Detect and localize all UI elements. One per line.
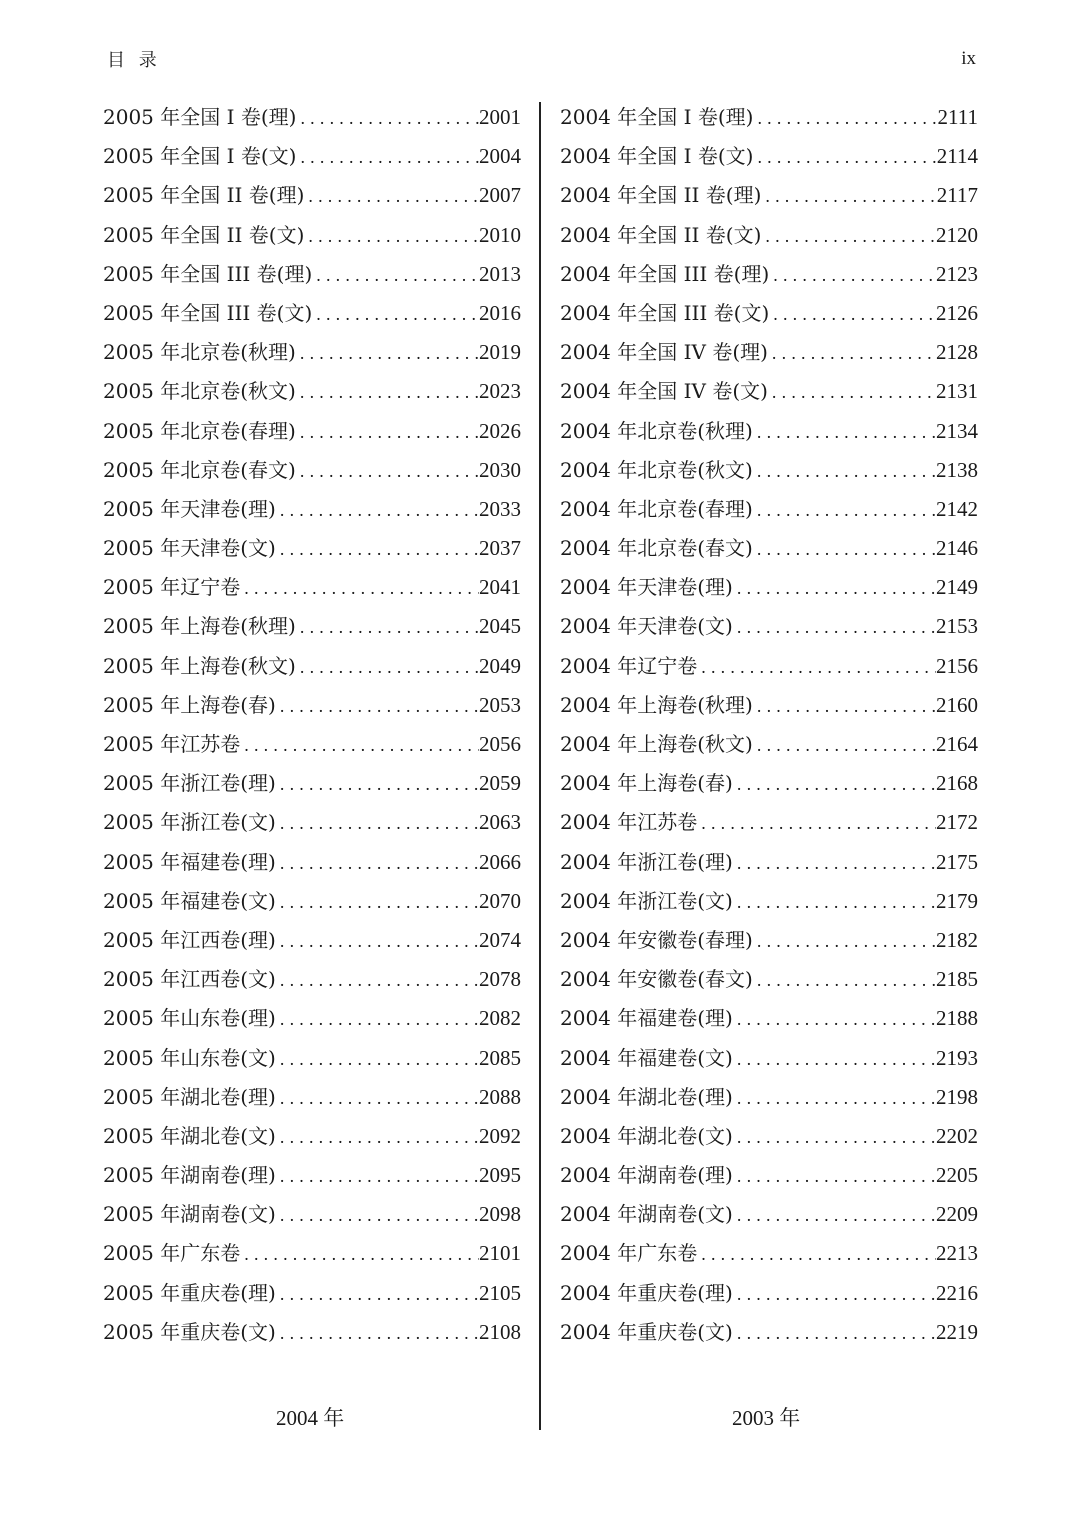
toc-entry-label: 2004 年天津卷(文)	[560, 614, 733, 639]
toc-entry-page: 2153	[936, 614, 978, 639]
toc-entry-page: 2098	[479, 1202, 521, 1227]
toc-entry-label: 2004 年上海卷(秋理)	[560, 692, 753, 717]
toc-entry[interactable]	[103, 686, 521, 725]
toc-entry-page: 2030	[479, 457, 521, 482]
dot-leader	[276, 883, 479, 922]
toc-entry-page: 2095	[479, 1163, 521, 1188]
toc-entry[interactable]	[103, 412, 521, 451]
toc-entry-page: 2105	[479, 1280, 521, 1305]
toc-entry[interactable]	[103, 607, 521, 646]
toc-entry-page: 2041	[479, 575, 521, 600]
toc-entry-page: 2074	[479, 927, 521, 952]
section-heading-left: 2004 年	[276, 1406, 345, 1430]
toc-entry-label: 2005 年全国 I 卷(理)	[103, 105, 297, 129]
dot-leader	[753, 530, 936, 569]
dot-leader	[733, 844, 936, 883]
toc-entry-page: 2019	[479, 340, 521, 365]
toc-entry[interactable]	[560, 255, 978, 294]
dot-leader	[769, 295, 936, 334]
dot-leader	[733, 1000, 936, 1039]
toc-entry-page: 2120	[936, 222, 978, 247]
dot-leader	[296, 452, 479, 491]
running-header-title: 目 录	[107, 50, 161, 71]
dot-leader	[733, 1275, 936, 1314]
toc-entry-label: 2005 年福建卷(理)	[103, 849, 276, 874]
toc-column-left	[103, 98, 521, 1352]
column-divider	[539, 102, 541, 1430]
toc-entry-page: 2185	[936, 967, 978, 992]
toc-entry-label: 2004 年全国 II 卷(理)	[560, 183, 762, 208]
toc-entry[interactable]	[103, 843, 521, 882]
toc-entry[interactable]	[560, 372, 978, 411]
toc-entry[interactable]	[103, 999, 521, 1038]
dot-leader	[768, 373, 936, 412]
toc-entry-label: 2005 年全国 III 卷(理)	[103, 261, 313, 286]
toc-entry-label: 2004 年福建卷(理)	[560, 1006, 733, 1031]
dot-leader	[768, 334, 936, 373]
toc-entry-label: 2005 年全国 I 卷(文)	[103, 144, 297, 169]
toc-entry-page: 2164	[936, 732, 978, 756]
toc-entry-label: 2005 年北京卷(秋文)	[103, 379, 296, 404]
toc-entry-label: 2004 年湖南卷(理)	[560, 1163, 733, 1188]
toc-entry[interactable]	[103, 803, 521, 842]
dot-leader	[276, 844, 479, 883]
toc-entry-page: 2213	[936, 1241, 978, 1266]
toc-entry-page: 2117	[936, 183, 978, 208]
section-heading-right: 2003 年	[732, 1406, 801, 1430]
toc-entry-label: 2005 年上海卷(秋文)	[103, 653, 296, 678]
toc-entry[interactable]	[560, 568, 978, 607]
toc-entry-page: 2078	[479, 967, 521, 992]
toc-entry-label: 2004 年天津卷(理)	[560, 575, 733, 600]
toc-entry-label: 2005 年天津卷(理)	[103, 496, 276, 521]
toc-entry-label: 2005 年湖南卷(文)	[103, 1202, 276, 1227]
toc-entry-page: 2066	[479, 849, 521, 874]
dot-leader	[296, 99, 479, 138]
toc-entry-page: 2053	[479, 692, 521, 717]
toc-entry-label: 2005 年浙江卷(理)	[103, 771, 276, 796]
toc-entry[interactable]	[103, 764, 521, 803]
toc-entry-page: 2049	[479, 653, 521, 678]
toc-entry[interactable]	[560, 607, 978, 646]
toc-entry[interactable]	[560, 490, 978, 529]
toc-entry[interactable]	[560, 294, 978, 333]
dot-leader	[733, 1079, 936, 1118]
dot-leader	[312, 295, 479, 334]
toc-entry-page: 2045	[479, 614, 521, 639]
dot-leader	[733, 765, 936, 804]
toc-entry-label: 2004 年安徽卷(春理)	[560, 927, 753, 952]
toc-entry-label: 2005 年重庆卷(理)	[103, 1280, 276, 1305]
toc-entry-page: 2070	[479, 888, 521, 913]
toc-entry-label: 2004 年重庆卷(文)	[560, 1319, 733, 1344]
toc-entry-label: 2004 年湖北卷(文)	[560, 1123, 733, 1148]
toc-entry-page: 2001	[479, 105, 521, 129]
toc-entry[interactable]	[103, 1195, 521, 1234]
dot-leader	[769, 256, 936, 295]
toc-entry-page: 2016	[479, 300, 521, 325]
dot-leader	[697, 648, 936, 687]
toc-entry[interactable]	[560, 1078, 978, 1117]
toc-entry-label: 2005 年江西卷(理)	[103, 927, 276, 952]
toc-entry-page: 2004	[479, 144, 521, 169]
toc-entry-page: 2123	[936, 261, 978, 286]
toc-entry-page: 2007	[479, 183, 521, 208]
dot-leader	[753, 961, 936, 1000]
dot-leader	[276, 1079, 479, 1118]
toc-entry-page: 2168	[936, 771, 978, 796]
dot-leader	[276, 1000, 479, 1039]
toc-entry-page: 2059	[479, 771, 521, 796]
toc-entry-label: 2005 年重庆卷(文)	[103, 1319, 276, 1344]
toc-entry-page: 2209	[936, 1202, 978, 1227]
toc-entry-page: 2056	[479, 732, 521, 756]
dot-leader	[296, 608, 479, 647]
dot-leader	[240, 569, 479, 608]
dot-leader	[312, 256, 479, 295]
toc-entry-page: 2216	[936, 1280, 978, 1305]
toc-entry[interactable]	[103, 176, 521, 215]
dot-leader	[304, 217, 479, 256]
toc-entry[interactable]	[103, 490, 521, 529]
toc-entry-page: 2013	[479, 261, 521, 286]
toc-entry[interactable]	[103, 137, 521, 176]
toc-entry[interactable]	[103, 1078, 521, 1117]
toc-entry-label: 2004 年福建卷(文)	[560, 1045, 733, 1070]
toc-entry[interactable]	[560, 1274, 978, 1313]
toc-entry[interactable]	[103, 294, 521, 333]
toc-entry-label: 2004 年全国 IV 卷(理)	[560, 340, 768, 365]
toc-entry-page: 2126	[936, 300, 978, 325]
dot-leader	[276, 1040, 479, 1079]
dot-leader	[296, 413, 479, 452]
toc-entry-page: 2202	[936, 1123, 978, 1148]
toc-entry[interactable]	[560, 98, 978, 137]
toc-entry[interactable]	[103, 568, 521, 607]
dot-leader	[296, 138, 479, 177]
dot-leader	[296, 648, 479, 687]
dot-leader	[733, 1118, 936, 1157]
toc-entry-label: 2005 年湖北卷(文)	[103, 1123, 276, 1148]
toc-entry-label: 2004 年浙江卷(文)	[560, 888, 733, 913]
dot-leader	[276, 491, 479, 530]
toc-entry-label: 2004 年全国 III 卷(理)	[560, 261, 770, 286]
toc-entry-label: 2004 年全国 I 卷(文)	[560, 144, 754, 169]
dot-leader	[697, 1235, 936, 1274]
toc-entry[interactable]	[560, 999, 978, 1038]
dot-leader	[276, 1118, 479, 1157]
toc-entry[interactable]	[560, 647, 978, 686]
toc-entry-label: 2004 年湖南卷(文)	[560, 1202, 733, 1227]
toc-entry-label: 2005 年全国 II 卷(文)	[103, 222, 305, 247]
toc-entry[interactable]	[560, 1313, 978, 1352]
toc-entry-label: 2005 年上海卷(秋理)	[103, 614, 296, 639]
toc-entry-label: 2005 年全国 III 卷(文)	[103, 300, 313, 325]
toc-entry-page: 2138	[936, 457, 978, 482]
dot-leader	[753, 922, 936, 961]
toc-entry[interactable]	[560, 803, 978, 842]
toc-entry[interactable]	[560, 1117, 978, 1156]
dot-leader	[240, 1235, 479, 1274]
toc-entry-page: 2108	[479, 1319, 521, 1344]
dot-leader	[733, 1196, 936, 1235]
dot-leader	[304, 177, 479, 216]
dot-leader	[753, 491, 936, 530]
dot-leader	[697, 804, 936, 843]
toc-entry-label: 2004 年全国 II 卷(文)	[560, 222, 762, 247]
toc-entry-page: 2182	[936, 927, 978, 952]
toc-entry-label: 2004 年全国 I 卷(理)	[560, 105, 754, 129]
dot-leader	[276, 1196, 479, 1235]
toc-entry-label: 2005 年湖北卷(理)	[103, 1084, 276, 1109]
toc-entry-label: 2004 年浙江卷(理)	[560, 849, 733, 874]
dot-leader	[733, 569, 936, 608]
toc-entry-label: 2004 年辽宁卷	[560, 653, 698, 678]
toc-entry-page: 2063	[479, 810, 521, 835]
toc-entry-label: 2004 年湖北卷(理)	[560, 1084, 733, 1109]
toc-entry[interactable]	[560, 1195, 978, 1234]
toc-entry[interactable]	[103, 960, 521, 999]
toc-entry[interactable]	[103, 451, 521, 490]
toc-entry-page: 2146	[936, 536, 978, 561]
toc-entry-page: 2134	[936, 418, 978, 443]
dot-leader	[733, 1040, 936, 1079]
toc-entry-page: 2188	[936, 1006, 978, 1031]
toc-entry[interactable]	[103, 1039, 521, 1078]
toc-entry-label: 2005 年北京卷(秋理)	[103, 340, 296, 365]
dot-leader	[753, 413, 936, 452]
dot-leader	[761, 177, 936, 216]
dot-leader	[733, 883, 936, 922]
dot-leader	[753, 726, 936, 765]
toc-entry-label: 2004 年北京卷(秋文)	[560, 457, 753, 482]
toc-entry-label: 2005 年上海卷(春)	[103, 692, 276, 717]
toc-entry-page: 2198	[936, 1084, 978, 1109]
toc-entry-page: 2088	[479, 1084, 521, 1109]
toc-entry-label: 2005 年江苏卷	[103, 732, 241, 756]
toc-entry[interactable]	[103, 98, 521, 137]
toc-entry-page: 2092	[479, 1123, 521, 1148]
toc-column-right	[560, 98, 978, 1352]
toc-entry-label: 2005 年北京卷(春理)	[103, 418, 296, 443]
toc-entry-page: 2101	[479, 1241, 521, 1266]
toc-entry[interactable]	[103, 1234, 521, 1273]
toc-entry-label: 2005 年辽宁卷	[103, 575, 241, 600]
toc-entry[interactable]	[560, 529, 978, 568]
toc-entry-label: 2005 年全国 II 卷(理)	[103, 183, 305, 208]
dot-leader	[276, 961, 479, 1000]
toc-entry-label: 2004 年上海卷(秋文)	[560, 732, 753, 756]
dot-leader	[276, 804, 479, 843]
toc-entry-page: 2160	[936, 692, 978, 717]
toc-entry-page: 2219	[936, 1319, 978, 1344]
toc-entry-page: 2205	[936, 1163, 978, 1188]
toc-entry[interactable]	[560, 686, 978, 725]
toc-entry-page: 2175	[936, 849, 978, 874]
toc-entry[interactable]	[560, 764, 978, 803]
toc-entry-label: 2005 年福建卷(文)	[103, 888, 276, 913]
toc-entry-label: 2005 年湖南卷(理)	[103, 1163, 276, 1188]
dot-leader	[276, 922, 479, 961]
toc-entry[interactable]	[103, 372, 521, 411]
dot-leader	[276, 1275, 479, 1314]
toc-entry-page: 2172	[936, 810, 978, 835]
toc-entry-label: 2004 年江苏卷	[560, 810, 698, 835]
toc-entry[interactable]	[560, 921, 978, 960]
toc-entry-label: 2004 年北京卷(春文)	[560, 536, 753, 561]
toc-entry[interactable]	[103, 255, 521, 294]
toc-entry-page: 2149	[936, 575, 978, 600]
toc-entry-page: 2156	[936, 653, 978, 678]
dot-leader	[733, 1314, 936, 1353]
toc-entry-page: 2128	[936, 340, 978, 365]
toc-entry[interactable]	[560, 1156, 978, 1195]
dot-leader	[276, 1314, 479, 1353]
dot-leader	[276, 687, 479, 726]
toc-entry-label: 2005 年天津卷(文)	[103, 536, 276, 561]
toc-entry-label: 2004 年安徽卷(春文)	[560, 967, 753, 992]
dot-leader	[733, 608, 936, 647]
toc-entry-page: 2085	[479, 1045, 521, 1070]
toc-entry[interactable]	[103, 1313, 521, 1352]
toc-entry-label: 2004 年上海卷(春)	[560, 771, 733, 796]
dot-leader	[296, 334, 479, 373]
toc-entry-label: 2005 年广东卷	[103, 1241, 241, 1266]
toc-entry-page: 2142	[936, 496, 978, 521]
toc-entry-page: 2010	[479, 222, 521, 247]
toc-entry-page: 2033	[479, 496, 521, 521]
toc-entry[interactable]	[103, 1274, 521, 1313]
toc-entry[interactable]	[103, 529, 521, 568]
toc-entry-label: 2004 年全国 III 卷(文)	[560, 300, 770, 325]
dot-leader	[753, 138, 936, 177]
toc-entry-label: 2005 年山东卷(理)	[103, 1006, 276, 1031]
toc-entry-page: 2111	[937, 105, 978, 129]
toc-entry[interactable]	[103, 1117, 521, 1156]
toc-entry[interactable]	[560, 216, 978, 255]
toc-entry-label: 2005 年北京卷(春文)	[103, 457, 296, 482]
dot-leader	[733, 1157, 936, 1196]
toc-entry[interactable]	[103, 647, 521, 686]
toc-entry-page: 2193	[936, 1045, 978, 1070]
dot-leader	[753, 99, 937, 138]
toc-entry[interactable]	[560, 176, 978, 215]
toc-entry-page: 2037	[479, 536, 521, 561]
toc-entry[interactable]	[560, 333, 978, 372]
toc-entry[interactable]	[560, 1234, 978, 1273]
dot-leader	[240, 726, 479, 765]
toc-entry[interactable]	[560, 451, 978, 490]
toc-entry-page: 2179	[936, 888, 978, 913]
toc-entry[interactable]	[103, 333, 521, 372]
dot-leader	[753, 452, 936, 491]
toc-entry[interactable]	[103, 882, 521, 921]
toc-entry-label: 2004 年重庆卷(理)	[560, 1280, 733, 1305]
toc-entry[interactable]	[560, 1039, 978, 1078]
toc-entry-label: 2005 年山东卷(文)	[103, 1045, 276, 1070]
dot-leader	[276, 765, 479, 804]
toc-entry[interactable]	[560, 882, 978, 921]
toc-entry[interactable]	[560, 137, 978, 176]
toc-entry-page: 2114	[936, 144, 978, 169]
toc-entry-label: 2004 年北京卷(春理)	[560, 496, 753, 521]
toc-entry[interactable]	[560, 843, 978, 882]
toc-entry-label: 2004 年广东卷	[560, 1241, 698, 1266]
toc-entry-page: 2082	[479, 1006, 521, 1031]
toc-entry[interactable]	[103, 1156, 521, 1195]
toc-entry[interactable]	[560, 960, 978, 999]
dot-leader	[276, 1157, 479, 1196]
toc-entry-label: 2004 年全国 IV 卷(文)	[560, 379, 768, 404]
toc-entry-label: 2005 年浙江卷(文)	[103, 810, 276, 835]
toc-entry[interactable]	[103, 921, 521, 960]
dot-leader	[761, 217, 936, 256]
toc-entry-page: 2131	[936, 379, 978, 404]
toc-entry-label: 2005 年江西卷(文)	[103, 967, 276, 992]
toc-entry[interactable]	[103, 216, 521, 255]
dot-leader	[753, 687, 936, 726]
toc-entry-page: 2026	[479, 418, 521, 443]
dot-leader	[276, 530, 479, 569]
toc-entry-page: 2023	[479, 379, 521, 404]
toc-entry[interactable]	[560, 725, 978, 764]
toc-entry[interactable]	[560, 412, 978, 451]
page-number: ix	[961, 48, 976, 69]
dot-leader	[296, 373, 479, 412]
toc-entry[interactable]	[103, 725, 521, 764]
toc-entry-label: 2004 年北京卷(秋理)	[560, 418, 753, 443]
